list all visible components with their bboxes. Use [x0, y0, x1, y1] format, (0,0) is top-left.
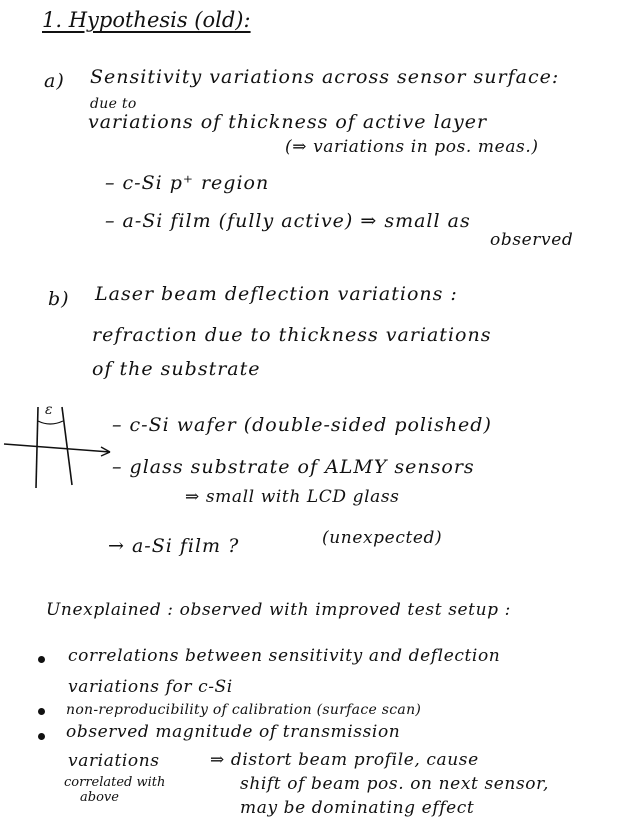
section-a-item1: – c-Si p⁺ region — [105, 172, 270, 194]
correlated-with-label: correlated with — [64, 775, 166, 790]
effect-line2: shift of beam pos. on next sensor, — [240, 774, 549, 794]
section-a-item2: – a-Si film (fully active) ⇒ small as — [105, 210, 471, 232]
section-a-due-to: due to — [90, 96, 137, 112]
epsilon-label: ε — [45, 402, 53, 418]
section-b-item1: – c-Si wafer (double-sided polished) — [112, 414, 492, 436]
above-label: above — [80, 790, 119, 805]
unexplained-bullet3: observed magnitude of transmission — [66, 722, 401, 742]
unexplained-bullet1-line2: variations for c-Si — [68, 677, 233, 697]
section-b-item3-note: (unexpected) — [322, 528, 443, 548]
section-b-item2-note: ⇒ small with LCD glass — [185, 487, 400, 507]
unexplained-bullet1-line1: correlations between sensitivity and deflection — [68, 646, 501, 666]
section-a-label: a) — [44, 70, 65, 92]
refraction-sketch — [0, 395, 120, 490]
section-a-heading: Sensitivity variations across sensor surface: — [90, 66, 560, 88]
section-b-line1: refraction due to thickness variations — [92, 324, 492, 346]
section-b-heading: Laser beam deflection variations : — [95, 283, 458, 305]
page-title: 1. Hypothesis (old): — [42, 8, 251, 32]
section-a-line1: variations of thickness of active layer — [88, 111, 488, 133]
bullet-2 — [38, 708, 45, 715]
section-a-item2-cont: observed — [490, 230, 574, 250]
section-a-line2: (⇒ variations in pos. meas.) — [285, 137, 539, 157]
bullet-3 — [38, 733, 45, 740]
bullet-1 — [38, 656, 45, 663]
effect-line1: ⇒ distort beam profile, cause — [210, 750, 479, 770]
unexplained-bullet2: non-reproducibility of calibration (surface scan) — [66, 702, 422, 718]
section-b-label: b) — [48, 288, 70, 310]
unexplained-heading: Unexplained : observed with improved test setup : — [46, 600, 511, 620]
section-b-line2: of the substrate — [92, 358, 261, 380]
effect-line3: may be dominating effect — [240, 798, 475, 818]
variations-label: variations — [68, 751, 160, 771]
section-b-item3: → a-Si film ? — [108, 535, 240, 557]
section-b-item2: – glass substrate of ALMY sensors — [112, 456, 475, 478]
